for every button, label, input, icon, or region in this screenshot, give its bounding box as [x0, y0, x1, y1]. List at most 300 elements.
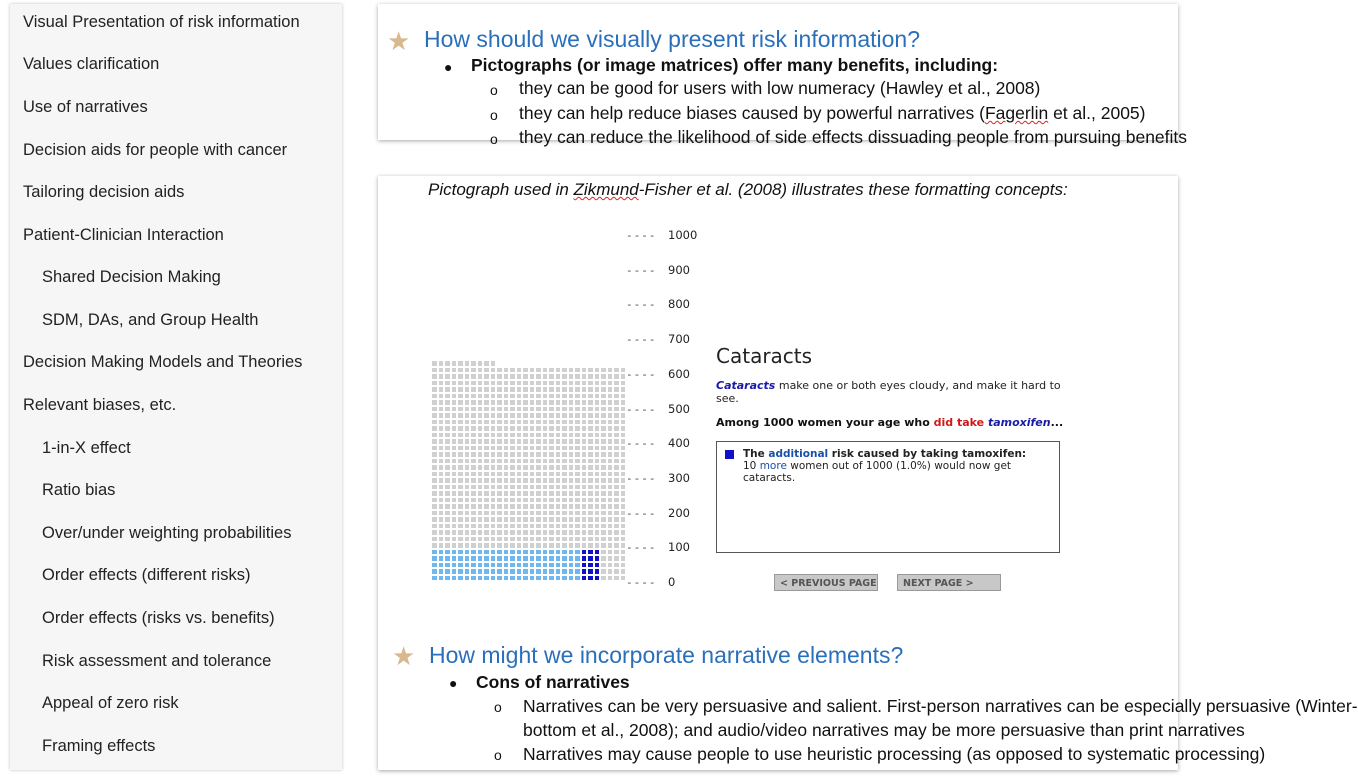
pictograph-cell — [465, 433, 470, 438]
sidebar-item-shared-decision-making[interactable]: Shared Decision Making — [42, 268, 221, 286]
pictograph-cell — [549, 413, 554, 418]
pictograph-cell — [510, 517, 515, 522]
pictograph-cell — [432, 537, 437, 542]
caption-misspelled: Zikmund — [573, 180, 639, 199]
pictograph-cell — [614, 394, 619, 399]
pictograph-cell — [445, 407, 450, 412]
pictograph-cell — [595, 556, 600, 561]
pictograph-cell — [484, 569, 489, 574]
pictograph-cell — [523, 472, 528, 477]
pictograph-cell — [432, 407, 437, 412]
pictograph-cell — [484, 439, 489, 444]
pictograph-cell — [445, 368, 450, 373]
pictograph-cell — [608, 426, 613, 431]
pictograph-cell — [575, 400, 580, 405]
pictograph-cell — [504, 498, 509, 503]
sidebar-item-sdm-group-health[interactable]: SDM, DAs, and Group Health — [42, 311, 259, 329]
pictograph-cell — [465, 524, 470, 529]
pictograph-cell — [569, 478, 574, 483]
pictograph-cell — [465, 361, 470, 366]
pictograph-cell — [562, 524, 567, 529]
pictograph-cell — [614, 387, 619, 392]
pictograph-cell — [595, 524, 600, 529]
pictograph-cell — [601, 472, 606, 477]
pictograph-cell — [517, 381, 522, 386]
pictograph-cell — [491, 426, 496, 431]
pictograph-cell — [432, 459, 437, 464]
pictograph-cell — [523, 524, 528, 529]
pictograph-cell — [510, 491, 515, 496]
pictograph-cell — [588, 420, 593, 425]
pictograph-cell — [510, 433, 515, 438]
pictograph-cell — [484, 563, 489, 568]
pictograph-cell — [601, 374, 606, 379]
pictograph-cell — [614, 400, 619, 405]
pictograph-cell — [588, 368, 593, 373]
pictograph-cell — [614, 543, 619, 548]
pictograph-cell — [445, 394, 450, 399]
pictograph-cell — [588, 498, 593, 503]
pictograph-cell — [458, 524, 463, 529]
pictograph-cell — [608, 368, 613, 373]
pictograph-cell — [608, 569, 613, 574]
pictograph-cell — [458, 420, 463, 425]
pictograph-cell — [465, 413, 470, 418]
pictograph-cell — [530, 368, 535, 373]
pictograph-cell — [432, 374, 437, 379]
pictograph-cell — [595, 491, 600, 496]
pictograph-cell — [601, 478, 606, 483]
pictograph-cell — [569, 524, 574, 529]
pictograph-cell — [523, 465, 528, 470]
sidebar-item-decision-models[interactable]: Decision Making Models and Theories — [23, 353, 303, 371]
pictograph-cell — [484, 400, 489, 405]
star-icon: ★ — [387, 26, 411, 56]
pictograph-cell — [445, 504, 450, 509]
pictograph-cell — [562, 368, 567, 373]
pictograph-cell — [517, 400, 522, 405]
pictograph-cell — [530, 498, 535, 503]
pictograph-cell — [471, 387, 476, 392]
pictograph-cell — [569, 504, 574, 509]
sidebar-item-weighting-probabilities[interactable]: Over/under weighting probabilities — [42, 524, 292, 542]
pictograph-cell — [530, 556, 535, 561]
pictograph-cell — [465, 420, 470, 425]
sidebar-item-tailoring-decision-aids[interactable]: Tailoring decision aids — [23, 183, 185, 201]
pictograph-cell — [465, 381, 470, 386]
pictograph-cell — [588, 400, 593, 405]
pictograph-cell — [504, 452, 509, 457]
pictograph-cell — [569, 563, 574, 568]
pictograph-cell — [621, 439, 626, 444]
pictograph-cell — [608, 472, 613, 477]
pictograph-cell — [575, 459, 580, 464]
pictograph-cell — [484, 530, 489, 535]
pictograph-cell — [621, 517, 626, 522]
pictograph-cell — [569, 485, 574, 490]
pictograph-cell — [445, 478, 450, 483]
pictograph-cell — [621, 569, 626, 574]
sidebar-item-zero-risk[interactable]: Appeal of zero risk — [42, 694, 179, 712]
pictograph-cell — [562, 550, 567, 555]
axis-tick-label: 800 — [668, 297, 690, 312]
pictograph-cell — [582, 374, 587, 379]
pictograph-cell — [582, 439, 587, 444]
pictograph-cell — [510, 478, 515, 483]
pictograph-cell — [556, 439, 561, 444]
pictograph-cell — [523, 387, 528, 392]
pictograph-cell — [614, 537, 619, 542]
pictograph-cell — [491, 413, 496, 418]
pictograph-cell — [484, 524, 489, 529]
pictograph-cell — [569, 407, 574, 412]
pictograph-cell — [543, 491, 548, 496]
pictograph-cell — [458, 361, 463, 366]
pictograph-cell — [484, 543, 489, 548]
pictograph-cell — [614, 504, 619, 509]
pictograph-cell — [478, 472, 483, 477]
pictograph-cell — [471, 556, 476, 561]
sub-text-misspelled: Fagerlin — [984, 103, 1049, 123]
pictograph-cell — [497, 550, 502, 555]
pictograph-cell — [458, 381, 463, 386]
pictograph-cell — [556, 387, 561, 392]
pictograph-cell — [582, 517, 587, 522]
pictograph-cell — [497, 524, 502, 529]
pictograph-cell — [504, 543, 509, 548]
pictograph-cell — [621, 530, 626, 535]
pictograph-cell — [452, 387, 457, 392]
pictograph-cell — [530, 550, 535, 555]
pictograph-cell — [530, 407, 535, 412]
pictograph-cell — [530, 459, 535, 464]
pictograph-cell — [621, 407, 626, 412]
pictograph-cell — [543, 452, 548, 457]
pictograph-cell — [517, 511, 522, 516]
pictograph-cell — [549, 504, 554, 509]
pictograph-cell — [471, 504, 476, 509]
pictograph-cell — [465, 439, 470, 444]
pictograph-cell — [517, 537, 522, 542]
sidebar-item-1-in-x-effect[interactable]: 1-in-X effect — [42, 439, 131, 457]
pictograph-cell — [530, 504, 535, 509]
pictograph-cell — [595, 420, 600, 425]
pictograph-cell — [439, 576, 444, 581]
pictograph-cell — [465, 543, 470, 548]
pictograph-cell — [595, 504, 600, 509]
pictograph-cell — [484, 556, 489, 561]
pictograph-cell — [491, 387, 496, 392]
pictograph-cell — [458, 537, 463, 542]
pictograph-cell — [432, 498, 437, 503]
pictograph-cell — [562, 478, 567, 483]
pictograph-cell — [549, 407, 554, 412]
pictograph-cell — [484, 485, 489, 490]
pictograph-cell — [471, 459, 476, 464]
pictograph-cell — [595, 530, 600, 535]
pictograph-cell — [575, 374, 580, 379]
pictograph-cell — [562, 556, 567, 561]
pictograph-cell — [595, 446, 600, 451]
pictograph-cell — [458, 472, 463, 477]
legend-text — [743, 448, 1048, 484]
axis-tick: ---- — [626, 333, 657, 347]
pictograph-cell — [608, 420, 613, 425]
pictograph-cell — [491, 576, 496, 581]
pictograph-cell — [621, 491, 626, 496]
pictograph-cell — [517, 465, 522, 470]
pictograph-cell — [471, 446, 476, 451]
pictograph-cell — [569, 426, 574, 431]
pictograph-cell — [432, 550, 437, 555]
pictograph-cell — [588, 543, 593, 548]
pictograph-cell — [601, 368, 606, 373]
pictograph-cell — [601, 439, 606, 444]
pictograph-cell — [543, 387, 548, 392]
pictograph-cell — [452, 374, 457, 379]
pictograph-cell — [621, 511, 626, 516]
pictograph-cell — [458, 556, 463, 561]
pictograph-cell — [608, 537, 613, 542]
pictograph-cell — [536, 563, 541, 568]
pictograph-cell — [523, 550, 528, 555]
pictograph-cell — [601, 400, 606, 405]
pictograph-cell — [471, 472, 476, 477]
pictograph-cell — [458, 569, 463, 574]
pictograph-cell — [608, 407, 613, 412]
pictograph-cell — [510, 537, 515, 542]
pictograph-cell — [439, 413, 444, 418]
pictograph-cell — [575, 420, 580, 425]
pictograph-cell — [445, 569, 450, 574]
pictograph-cell — [608, 576, 613, 581]
pictograph-cell — [523, 504, 528, 509]
pictograph-cell — [621, 498, 626, 503]
pictograph-cell — [569, 537, 574, 542]
sidebar-item-patient-clinician[interactable]: Patient-Clinician Interaction — [23, 226, 224, 244]
pictograph-cell — [556, 446, 561, 451]
pictograph-cell — [478, 407, 483, 412]
pictograph-cell — [575, 511, 580, 516]
pictograph-cell — [439, 543, 444, 548]
pictograph-cell — [575, 569, 580, 574]
pictograph-cell — [569, 550, 574, 555]
pictograph-cell — [595, 374, 600, 379]
pictograph-cell — [562, 400, 567, 405]
pictograph-cell — [432, 394, 437, 399]
pictograph-cell — [517, 569, 522, 574]
pictograph-cell — [543, 537, 548, 542]
pictograph-cell — [588, 537, 593, 542]
slide-heading: How should we visually present risk information? — [424, 26, 920, 52]
pictograph-cell — [452, 524, 457, 529]
pictograph-cell — [530, 400, 535, 405]
pictograph-cell — [445, 537, 450, 542]
pictograph-cell — [497, 426, 502, 431]
pictograph-cell — [484, 368, 489, 373]
among-ellipsis: ... — [1050, 416, 1064, 429]
pictograph-cell — [614, 374, 619, 379]
sidebar-item-ratio-bias[interactable]: Ratio bias — [42, 481, 116, 499]
pictograph-cell — [504, 563, 509, 568]
pictograph-cell — [543, 459, 548, 464]
pictograph-cell — [614, 530, 619, 535]
pictograph-cell — [491, 465, 496, 470]
pictograph-cell — [549, 491, 554, 496]
pictograph-cell — [562, 413, 567, 418]
pictograph-cell — [517, 556, 522, 561]
pictograph-cell — [575, 478, 580, 483]
pictograph-cell — [582, 465, 587, 470]
pictograph-cell — [588, 426, 593, 431]
pictograph-cell — [445, 361, 450, 366]
pictograph-cell — [439, 374, 444, 379]
pictograph-cell — [432, 452, 437, 457]
sidebar-item-order-effects-risks[interactable]: Order effects (different risks) — [42, 566, 251, 584]
pictograph-cell — [608, 387, 613, 392]
sub-bullet-icon: o — [494, 747, 502, 763]
pictograph-cell — [608, 524, 613, 529]
pictograph-cell — [439, 537, 444, 542]
pictograph-cell — [452, 504, 457, 509]
pictograph-cell — [588, 576, 593, 581]
pictograph-cell — [497, 394, 502, 399]
pictograph-cell — [595, 400, 600, 405]
pictograph-cell — [595, 569, 600, 574]
next-page-button[interactable]: NEXT PAGE > — [897, 574, 1001, 591]
slide-visual-presentation — [378, 4, 1188, 147]
sidebar-item-order-effects-benefits[interactable]: Order effects (risks vs. benefits) — [42, 609, 275, 627]
slide-pictograph — [378, 176, 1358, 770]
pictograph-cell — [523, 400, 528, 405]
sidebar-item-risk-assessment[interactable]: Risk assessment and tolerance — [42, 652, 272, 670]
pictograph-cell — [562, 543, 567, 548]
sidebar-item-use-of-narratives[interactable]: Use of narratives — [23, 98, 148, 116]
pictograph-cell — [582, 394, 587, 399]
pictograph-cell — [543, 569, 548, 574]
pictograph-cell — [432, 491, 437, 496]
pictograph-cell — [549, 394, 554, 399]
pictograph-cell — [497, 530, 502, 535]
pictograph-cell — [536, 381, 541, 386]
pictograph-cell — [621, 563, 626, 568]
pictograph-cell — [523, 381, 528, 386]
pictograph-cell — [575, 452, 580, 457]
pictograph-cell — [439, 569, 444, 574]
axis-tick: ---- — [626, 471, 657, 485]
sidebar-item-relevant-biases[interactable]: Relevant biases, etc. — [23, 396, 177, 414]
pictograph-cell — [523, 498, 528, 503]
pictograph-cell — [608, 381, 613, 386]
sidebar-item-values-clarification[interactable]: Values clarification — [23, 55, 160, 73]
axis-tick-label: 900 — [668, 262, 690, 277]
pictograph-cell — [504, 387, 509, 392]
pictograph-cell — [458, 504, 463, 509]
pictograph-cell — [621, 374, 626, 379]
pictograph-cell — [510, 374, 515, 379]
sidebar-item-visual-presentation[interactable]: Visual Presentation of risk information — [23, 13, 300, 31]
pictograph-cell — [569, 530, 574, 535]
pictograph-cell — [439, 420, 444, 425]
pictograph-caption — [428, 180, 1068, 200]
pictograph-cell — [504, 374, 509, 379]
pictograph-cell — [465, 576, 470, 581]
pictograph-cell — [536, 504, 541, 509]
pictograph-cell — [569, 543, 574, 548]
pictograph-cell — [445, 472, 450, 477]
slide-heading-narratives: How might we incorporate narrative elements? — [429, 642, 904, 668]
previous-page-button[interactable]: < PREVIOUS PAGE — [774, 574, 878, 591]
pictograph-cell — [445, 563, 450, 568]
pictograph-cell — [601, 426, 606, 431]
pictograph-cell — [549, 400, 554, 405]
pictograph-cell — [575, 465, 580, 470]
pictograph-cell — [510, 452, 515, 457]
pictograph-cell — [497, 413, 502, 418]
pictograph-cell — [614, 524, 619, 529]
pictograph-cell — [439, 504, 444, 509]
pictograph-cell — [536, 439, 541, 444]
pictograph-cell — [497, 459, 502, 464]
pictograph-cell — [478, 550, 483, 555]
pictograph-cell — [445, 374, 450, 379]
pictograph-cell — [588, 433, 593, 438]
pictograph-cell — [432, 387, 437, 392]
pictograph-cell — [536, 400, 541, 405]
pictograph-cell — [575, 381, 580, 386]
pictograph-cell — [621, 478, 626, 483]
pictograph-cell — [471, 426, 476, 431]
pictograph-cell — [478, 517, 483, 522]
pictograph-cell — [575, 394, 580, 399]
axis-tick-label: 600 — [668, 366, 690, 381]
pictograph-cell — [484, 433, 489, 438]
pictograph-cell — [543, 498, 548, 503]
pictograph-cell — [536, 459, 541, 464]
pictograph-cell — [471, 368, 476, 373]
pictograph-cell — [575, 485, 580, 490]
pictograph-cell — [530, 387, 535, 392]
pictograph-cell — [452, 413, 457, 418]
pictograph-cell — [497, 543, 502, 548]
pictograph-cell — [582, 485, 587, 490]
sub-text-part: they can help reduce biases caused by powerful narratives ( — [519, 103, 985, 123]
axis-tick: ---- — [626, 402, 657, 416]
sidebar-item-framing-effects[interactable]: Framing effects — [42, 737, 156, 755]
pictograph-cell — [452, 498, 457, 503]
pictograph-cell — [582, 563, 587, 568]
pictograph-cell — [562, 563, 567, 568]
pictograph-cell — [523, 491, 528, 496]
pictograph-cell — [478, 381, 483, 386]
pictograph-cell — [536, 472, 541, 477]
pictograph-cell — [504, 485, 509, 490]
pictograph-cell — [458, 530, 463, 535]
sidebar-item-decision-aids-cancer[interactable]: Decision aids for people with cancer — [23, 141, 288, 159]
pictograph-cell — [484, 504, 489, 509]
sub-text-part: et al., 2005) — [1048, 103, 1146, 123]
pictograph-cell — [452, 543, 457, 548]
pictograph-cell — [608, 530, 613, 535]
pictograph-cell — [452, 368, 457, 373]
pictograph-cell — [582, 569, 587, 574]
pictograph-cell — [439, 465, 444, 470]
pictograph-cell — [614, 491, 619, 496]
pictograph-cell — [517, 374, 522, 379]
sub-bullet-text — [519, 103, 1146, 124]
pictograph-cell — [471, 381, 476, 386]
pictograph-cell — [497, 420, 502, 425]
